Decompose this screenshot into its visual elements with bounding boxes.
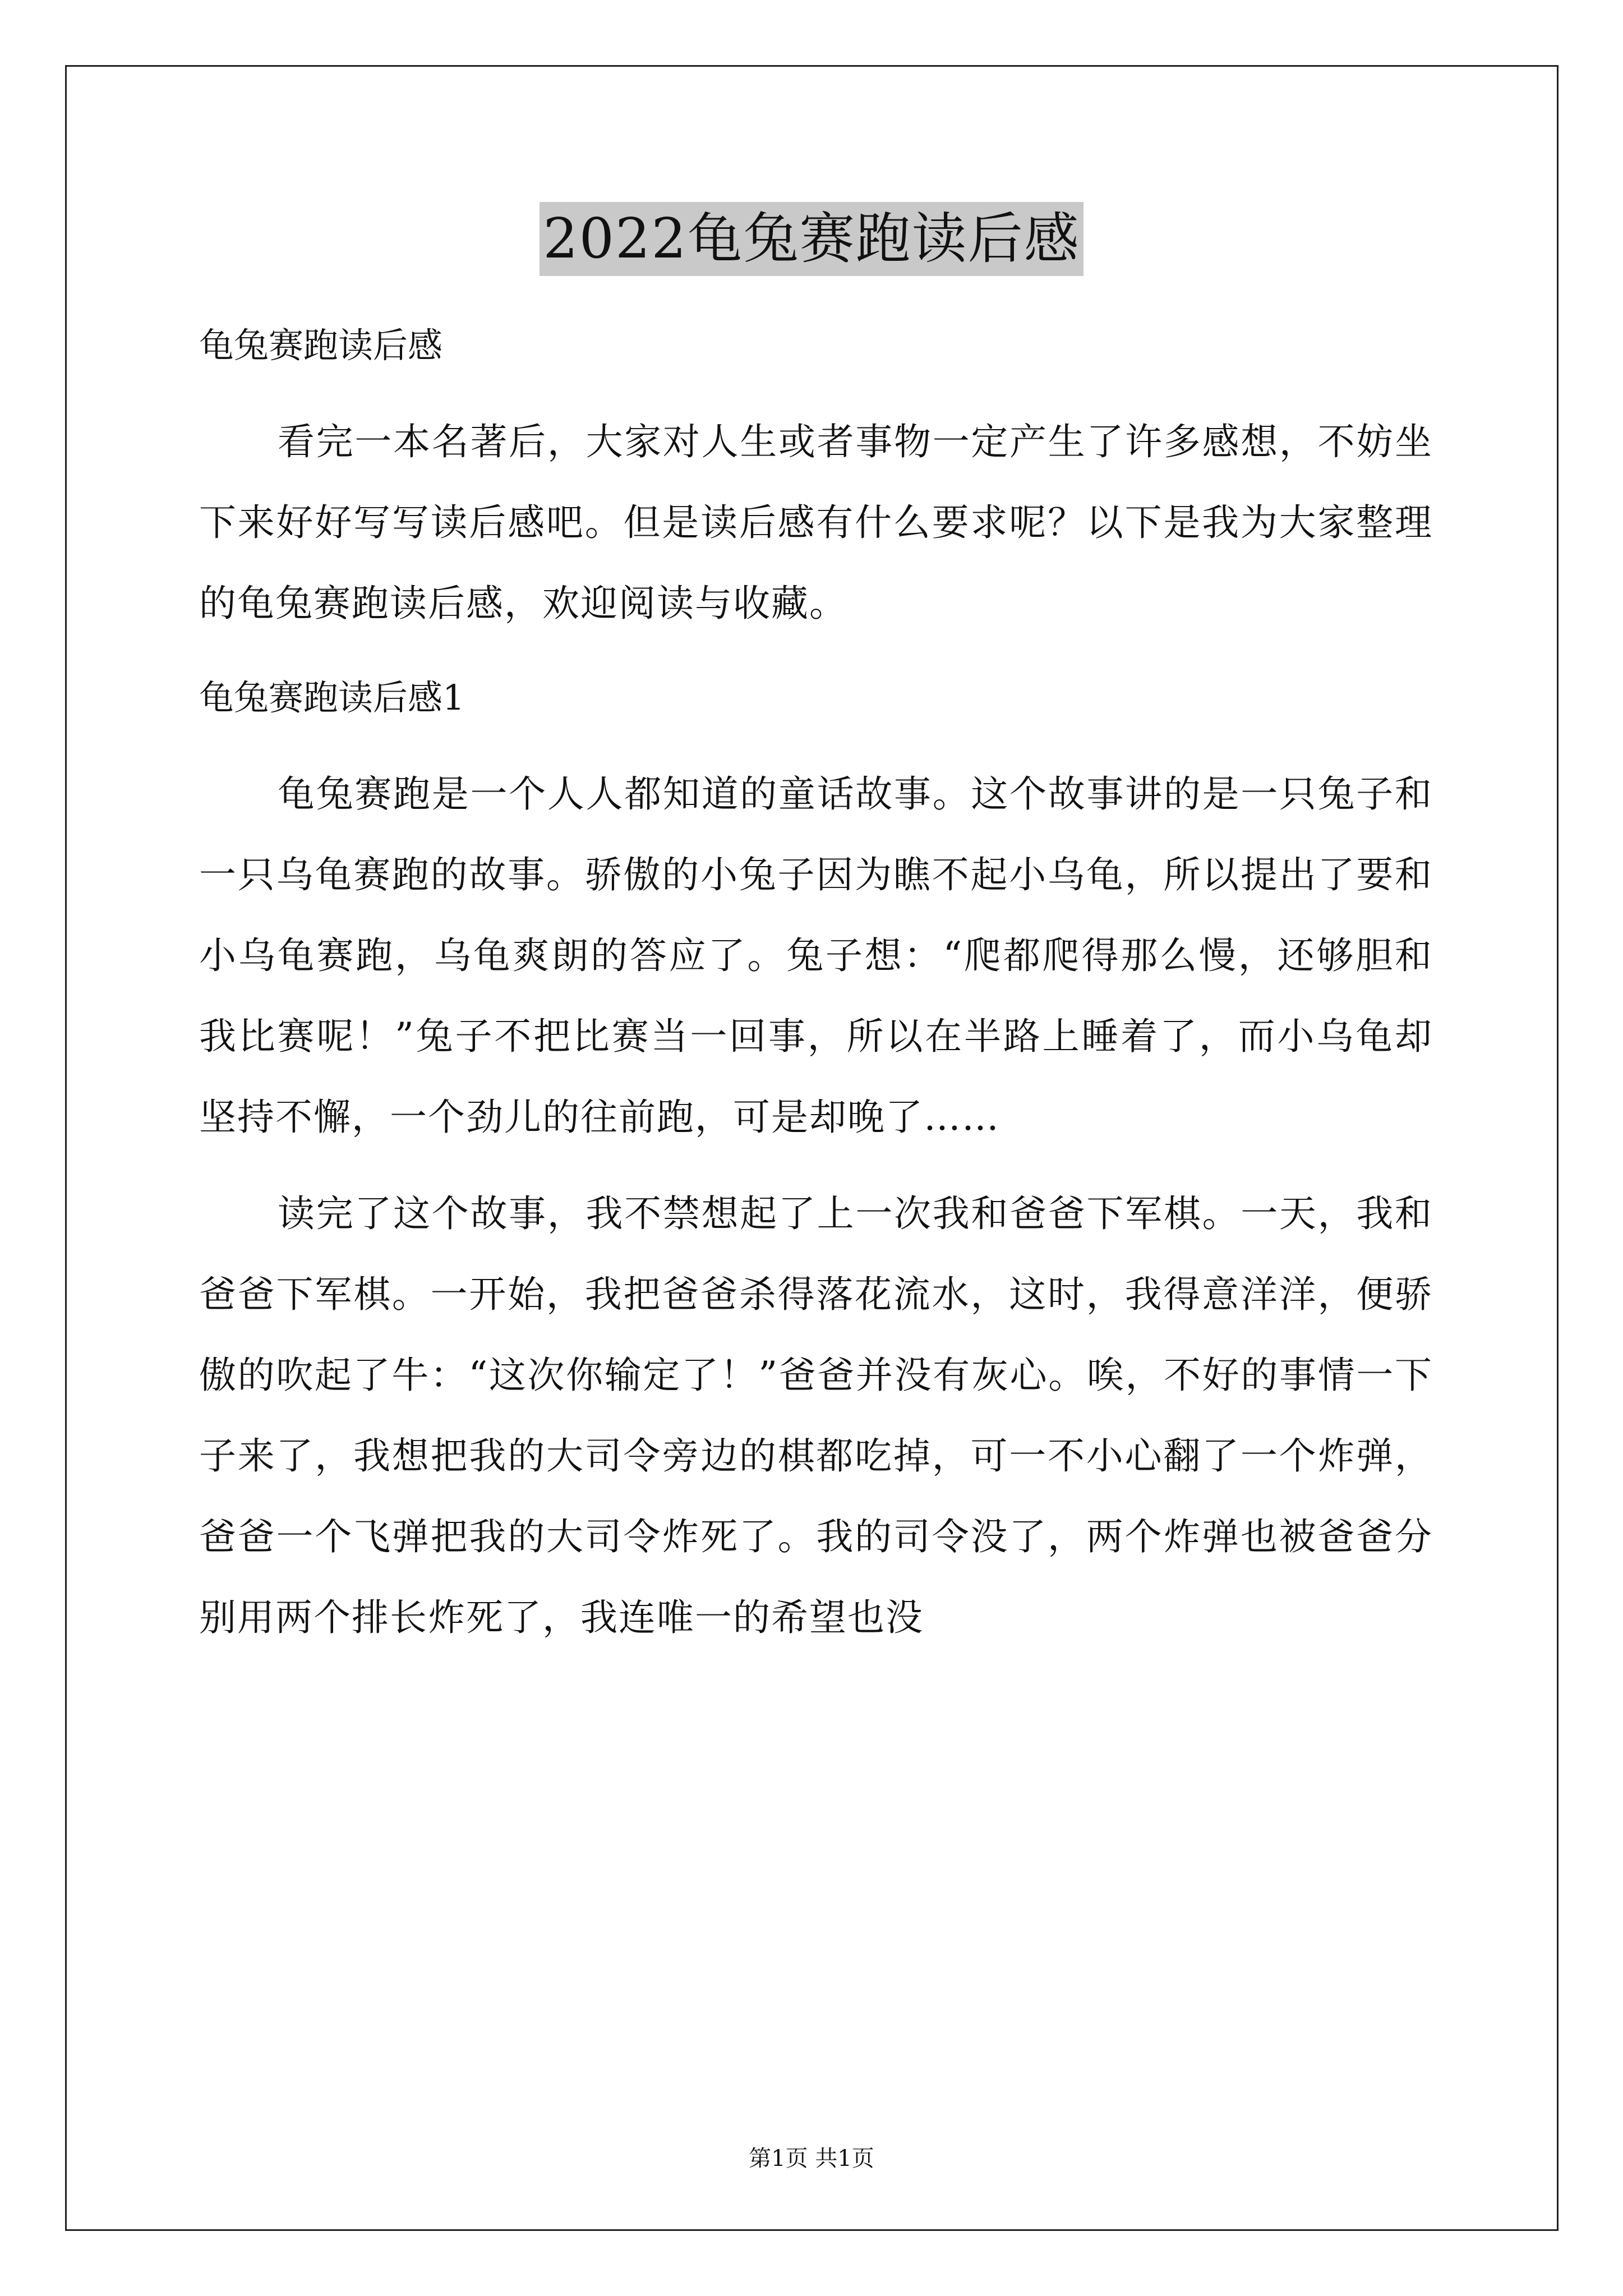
document-body xyxy=(199,292,1433,1674)
section-heading: 龟兔赛跑读后感1 xyxy=(199,677,465,718)
intro-paragraph: 看完一本名著后，大家对人生或者事物一定产生了许多感想，不妨坐下来好好写写读后感吧。但是读后感有什么要求呢？以下是我为大家整理的龟兔赛跑读后感，欢迎阅读与收藏。 xyxy=(199,420,1433,625)
title-container xyxy=(0,202,1623,276)
reflection-paragraph: 读完了这个故事，我不禁想起了上一次我和爸爸下军棋。一天，我和爸爸下军棋。一开始，我把爸爸杀得落花流水，这时，我得意洋洋，便骄傲的吹起了牛：“这次你输定了！”爸爸并没有灰心。唉，不好的事情一下子来了，我想把我的大司令旁边的棋都吃掉，可一不小心翻了一个炸弹，爸爸一个飞弹把我的大司令炸死了。我的司令没了，两个炸弹也被爸爸分别用两个排长炸死了，我连唯一的希望也没 xyxy=(199,1192,1433,1639)
story-paragraph: 龟兔赛跑是一个人人都知道的童话故事。这个故事讲的是一只兔子和一只乌龟赛跑的故事。骄傲的小兔子因为瞧不起小乌龟，所以提出了要和小乌龟赛跑，乌龟爽朗的答应了。兔子想：“爬都爬得那么慢，还够胆和我比赛呢！”兔子不把比赛当一回事，所以在半路上睡着了，而小乌龟却坚持不懈，一个劲儿的往前跑，可是却晚了…… xyxy=(199,772,1433,1139)
intro-heading: 龟兔赛跑读后感 xyxy=(199,325,443,366)
document-title: 2022龟兔赛跑读后感 xyxy=(540,202,1083,276)
page-footer: 第1页 共1页 xyxy=(749,2146,874,2171)
